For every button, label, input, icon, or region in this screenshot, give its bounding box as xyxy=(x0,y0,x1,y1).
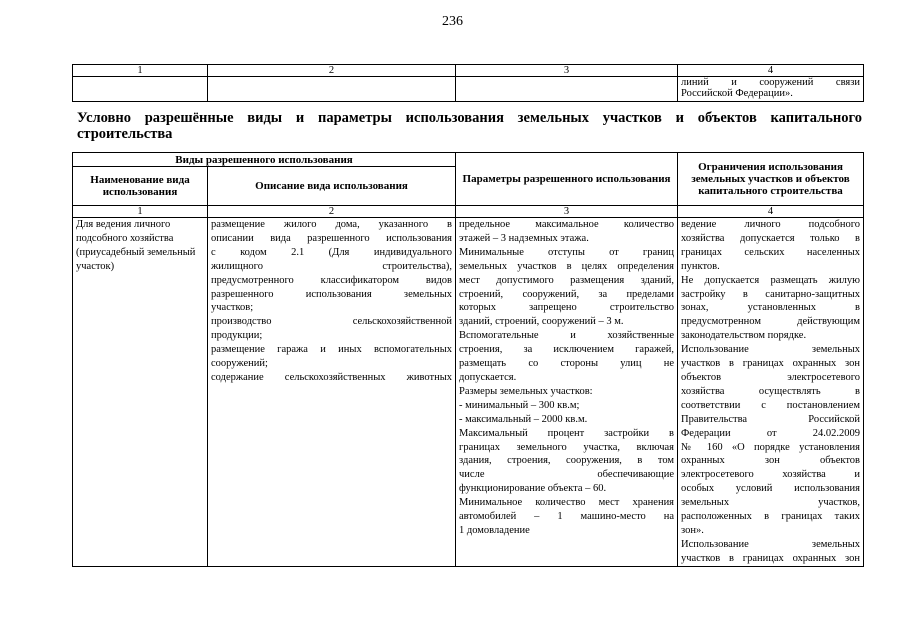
text-line: охранных зон объектов xyxy=(681,455,861,467)
text-line: Использование земельных xyxy=(681,344,861,356)
header-row xyxy=(73,153,864,167)
parameters-cell xyxy=(456,218,678,567)
text-line: границах земельного участка, включая xyxy=(459,441,675,453)
text-line: расположенных в границах таких xyxy=(681,511,861,523)
text-line: застройку в санитарно-защитных xyxy=(681,288,861,300)
text-line: Минимальные отступы от границ xyxy=(459,246,675,258)
text-line: описании вида разрешенного использования xyxy=(211,232,453,244)
table-row xyxy=(73,77,864,102)
text-line: размещение жилого дома, указанного в xyxy=(211,219,453,230)
table-cell xyxy=(456,77,678,102)
text-line: Максимальный процент застройки в xyxy=(459,427,675,439)
use-description-cell xyxy=(208,218,456,567)
table-row xyxy=(73,218,864,567)
text-line: участков в границах охранных зон xyxy=(681,552,861,564)
text-line: земельных участков, xyxy=(681,497,861,509)
text-line: жилищного строительства), xyxy=(211,260,453,272)
text-line: размещение гаража и иных вспомогательных xyxy=(211,344,453,356)
table-cell xyxy=(73,77,208,102)
column-number: 4 xyxy=(678,206,864,218)
text-line: участков; xyxy=(211,302,254,314)
text-line: ведение личного подсобного xyxy=(681,219,861,230)
permitted-use-table xyxy=(72,152,864,567)
column-number: 1 xyxy=(73,65,208,77)
text-line: законодательством порядке. xyxy=(681,330,807,342)
text-line: объектов электросетевого xyxy=(681,371,861,383)
column-number-row xyxy=(73,206,864,218)
col3-header: Параметры разрешенного использования xyxy=(456,153,678,206)
text-line: зданий, строений, сооружений – 3 м. xyxy=(459,316,624,328)
text-line: пунктов. xyxy=(681,260,720,272)
text-line: мест допустимого размещения зданий, xyxy=(459,274,675,286)
text-line: № 160 «О порядке установления xyxy=(681,441,861,453)
text-line: границах сельских населенных xyxy=(681,246,861,258)
column-number: 1 xyxy=(73,206,208,218)
text-line: разрешенного использования земельных xyxy=(211,288,453,300)
text-line: содержание сельскохозяйственных животных xyxy=(211,371,453,383)
column-number: 2 xyxy=(208,65,456,77)
continuation-table xyxy=(72,64,864,102)
text-line: участков в границах охранных зон xyxy=(681,358,861,370)
text-line: линий и сооружений связи xyxy=(681,77,860,88)
page-number: 236 xyxy=(442,14,463,29)
text-line: хозяйства допускается только в xyxy=(681,232,861,244)
col1-header: Наименование вида использования xyxy=(73,167,208,206)
text-line: Размеры земельных участков: xyxy=(459,385,593,397)
section-title xyxy=(77,110,862,142)
text-line: строения, за исключением гаражей, xyxy=(459,344,675,356)
text-line: производство сельскохозяйственной xyxy=(211,316,453,328)
text-line: Минимальное количество мест хранения xyxy=(459,497,675,509)
use-name-cell: Для ведения личного подсобного хозяйства (приусадебный земельный участок) xyxy=(73,218,208,567)
text-line: предусмотренном действующим xyxy=(681,316,861,328)
text-line: Не допускается размещать жилую xyxy=(681,274,861,286)
text-line: автомобилей – 1 машино-место на xyxy=(459,511,675,523)
text-line: размещать со стороны улиц не xyxy=(459,358,675,370)
restrictions-cell xyxy=(678,77,864,102)
column-number: 3 xyxy=(456,65,678,77)
text-line: функционирование объекта – 60. xyxy=(459,483,607,495)
section-title-line: строительства xyxy=(77,126,173,142)
text-line: Федерации от 24.02.2009 xyxy=(681,427,861,439)
text-line: Использование земельных xyxy=(681,538,861,550)
group-header: Виды разрешенного использования xyxy=(73,153,456,167)
text-line: этажей – 3 надземных этажа. xyxy=(459,232,589,244)
text-line: здания, строения, сооружения, в том xyxy=(459,455,675,467)
text-line: особых условий использования xyxy=(681,483,861,495)
text-line: допускается. xyxy=(459,371,517,383)
text-line: предельное максимальное количество xyxy=(459,219,675,230)
section-title-line: Условно разрешённые виды и параметры использования земельных участков и объектов капитального xyxy=(77,110,862,126)
table-cell xyxy=(208,77,456,102)
text-line: сооружений; xyxy=(211,358,268,370)
text-line: электросетевого хозяйства и xyxy=(681,469,861,481)
text-line: предусмотренного классификатором видов xyxy=(211,274,453,286)
text-line: Вспомогательные и хозяйственные xyxy=(459,330,675,342)
text-line: - максимальный – 2000 кв.м. xyxy=(459,413,588,425)
text-line: с кодом 2.1 (Для индивидуального xyxy=(211,246,453,258)
text-line: Правительства Российской xyxy=(681,413,861,425)
text-line: соответствии с постановлением xyxy=(681,399,861,411)
text-line: строений, сооружений, за пределами xyxy=(459,288,675,300)
text-line: продукции; xyxy=(211,330,263,342)
column-number: 4 xyxy=(678,65,864,77)
restrictions-cell xyxy=(678,218,864,567)
text-line: - минимальный – 300 кв.м; xyxy=(459,399,580,411)
text-line: которых запрещено строительство xyxy=(459,302,675,314)
column-number-row xyxy=(73,65,864,77)
column-number: 3 xyxy=(456,206,678,218)
text-line: хозяйства осуществлять в xyxy=(681,385,861,397)
text-line: 1 домовладение xyxy=(459,524,530,536)
text-line: зон». xyxy=(681,524,704,536)
text-line: зонах, установленных в xyxy=(681,302,861,314)
text-line: земельных участков в целях определения xyxy=(459,260,675,272)
col2-header: Описание вида использования xyxy=(208,167,456,206)
col4-header: Ограничения использования земельных участков и объектов капитального строительства xyxy=(678,153,864,206)
text-line: числе обеспечивающие xyxy=(459,469,675,481)
column-number: 2 xyxy=(208,206,456,218)
text-line: Российской Федерации». xyxy=(681,88,793,99)
